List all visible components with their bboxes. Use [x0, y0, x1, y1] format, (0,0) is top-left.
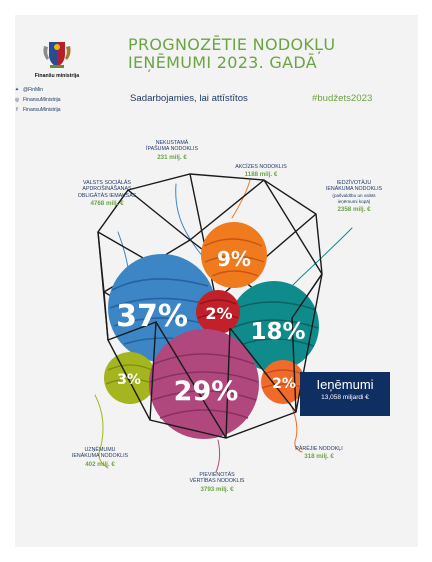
label-other-taxes	[282, 446, 356, 461]
instagram-icon: ◎	[14, 97, 20, 103]
ministry-name: Finanšu ministrija	[34, 73, 80, 79]
twitter-icon: ✦	[14, 87, 20, 93]
revenue-label: Ieņēmumi	[316, 377, 374, 392]
amount-value: 2358 milj. €	[337, 206, 371, 214]
label-note: (pašvaldību un valsts	[332, 192, 376, 198]
label-line: NEKUSTAMĀ	[155, 140, 189, 146]
label-line: OBLIGĀTĀS IEMAKSAS	[77, 192, 137, 199]
label-line: AKCĪZES NODOKLIS	[235, 164, 287, 170]
label-personal-income-tax	[314, 180, 394, 213]
label-property-tax	[130, 140, 214, 161]
title-line-2: IEŅĒMUMI 2023. GADĀ	[128, 53, 317, 72]
pct-corporate: 3%	[117, 372, 141, 388]
label-excise-tax	[222, 164, 300, 179]
amount-value: 318 milj. €	[304, 453, 334, 461]
label-line: APDROŠINĀŠANAS	[82, 186, 132, 193]
label-line: IENĀKUMA NODOKLIS	[71, 453, 129, 460]
label-line: PIEVIENOTĀS	[199, 472, 235, 478]
subtitle: Sadarbojamies, lai attīstītos	[130, 93, 248, 104]
facebook-icon: f	[16, 107, 18, 113]
amount-value: 402 milj. €	[85, 460, 115, 468]
revenue-amount: 13,058 miljardi €	[321, 394, 369, 401]
social-handle: FinansuMinistrija	[23, 97, 61, 103]
label-note: ieņēmumi kopā)	[337, 198, 371, 204]
amount-value: 3793 milj. €	[200, 485, 234, 493]
amount-value: 231 milj. €	[157, 153, 187, 161]
label-social-contributions	[62, 180, 152, 207]
social-handle: @FinMin	[23, 87, 44, 93]
title-line-1: PROGNOZĒTIE NODOKĻU	[128, 35, 336, 54]
amount-value: 4768 milj. €	[90, 199, 124, 207]
label-corporate-income-tax	[60, 447, 140, 468]
pct-income: 18%	[250, 319, 306, 345]
label-line: PĀRĒJIE NODOKĻI	[295, 446, 343, 452]
social-handle: FinansuMinistrija	[23, 107, 61, 113]
amount-value: 1188 milj. €	[244, 171, 278, 179]
label-line: VĒRTĪBAS NODOKLIS	[189, 478, 245, 485]
pct-social: 37%	[116, 299, 188, 334]
pct-vat: 29%	[173, 376, 239, 407]
label-line: UZŅĒMUMU	[84, 447, 116, 453]
label-vat	[172, 472, 262, 493]
pct-property: 2%	[205, 304, 233, 323]
label-line: IENĀKUMA NODOKLIS	[325, 186, 383, 193]
label-line: IEDZĪVOTĀJU	[336, 180, 372, 186]
hashtag: #budžets2023	[312, 93, 373, 104]
pct-excise: 9%	[217, 247, 251, 271]
label-line: VALSTS SOCIĀLĀS	[83, 180, 131, 186]
pct-other: 2%	[272, 376, 296, 392]
revenue-badge	[300, 372, 390, 416]
label-line: ĪPAŠUMA NODOKLIS	[145, 146, 198, 153]
